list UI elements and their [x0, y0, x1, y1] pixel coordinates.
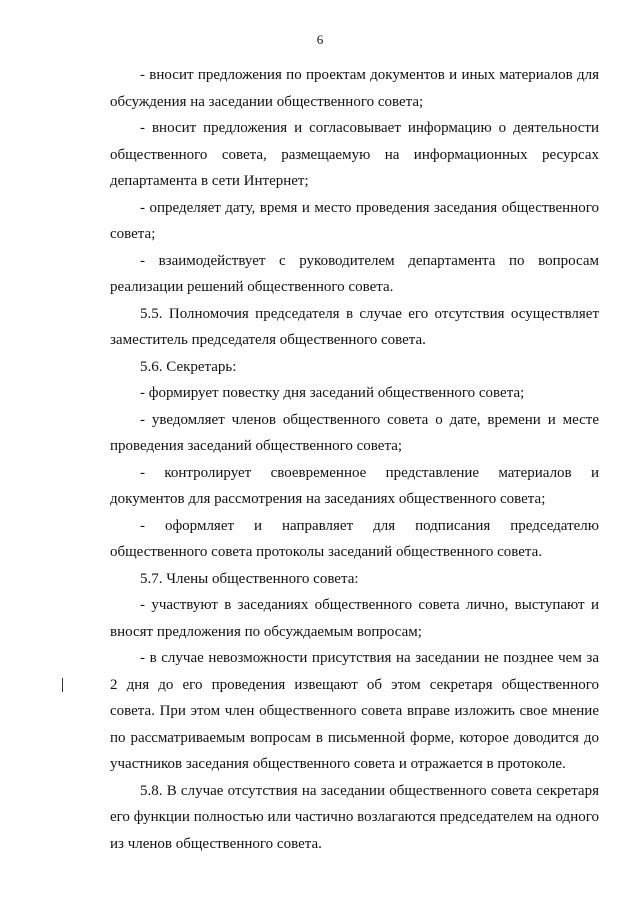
- paragraph: - формирует повестку дня заседаний общественного совета;: [140, 385, 525, 401]
- paragraph: 5.7. Члены общественного совета:: [140, 570, 359, 587]
- paragraph: - взаимодействует с руководителем департамента по вопросам реализации решений общественного совета.: [110, 252, 599, 295]
- paragraph: - в случае невозможности присутствия на заседании не позднее чем за 2 дня до его проведения извещают об этом секретаря общественного совета. При этом член общественного совета вправе изложить свое мнение по рассматриваемым вопросам в письменной форме, которое доводится до участников заседания общественного совета и отражается в протоколе.: [110, 650, 599, 772]
- paragraph: 5.8. В случае отсутствия на заседании общественного совета секретаря его функции полностью или частично возлагаются председателем на одного из членов общественного совета.: [110, 782, 599, 852]
- paragraph: 5.5. Полномочия председателя в случае его отсутствия осуществляет заместитель председателя общественного совета.: [110, 305, 599, 348]
- paragraph: - оформляет и направляет для подписания председателю общественного совета протоколы заседаний общественного совета.: [110, 517, 599, 560]
- page-number: 6: [316, 32, 324, 47]
- margin-mark: [62, 678, 63, 692]
- paragraph: - уведомляет членов общественного совета о дате, времени и месте проведения заседаний общественного совета;: [110, 411, 599, 454]
- paragraph: 5.6. Секретарь:: [140, 358, 237, 375]
- paragraph: - вносит предложения и согласовывает информацию о деятельности общественного совета, размещаемую на информационных ресурсах департамента в сети Интернет;: [110, 120, 599, 189]
- paragraph: - определяет дату, время и место проведения заседания общественного совета;: [110, 199, 599, 242]
- paragraph: - вносит предложения по проектам документов и иных материалов для обсуждения на заседании общественного совета;: [110, 67, 599, 110]
- document-body: [110, 62, 599, 857]
- paragraph: - контролирует своевременное представление материалов и документов для рассмотрения на заседаниях общественного совета;: [110, 464, 599, 507]
- paragraph: - участвуют в заседаниях общественного совета лично, выступают и вносят предложения по обсуждаемым вопросам;: [110, 597, 599, 640]
